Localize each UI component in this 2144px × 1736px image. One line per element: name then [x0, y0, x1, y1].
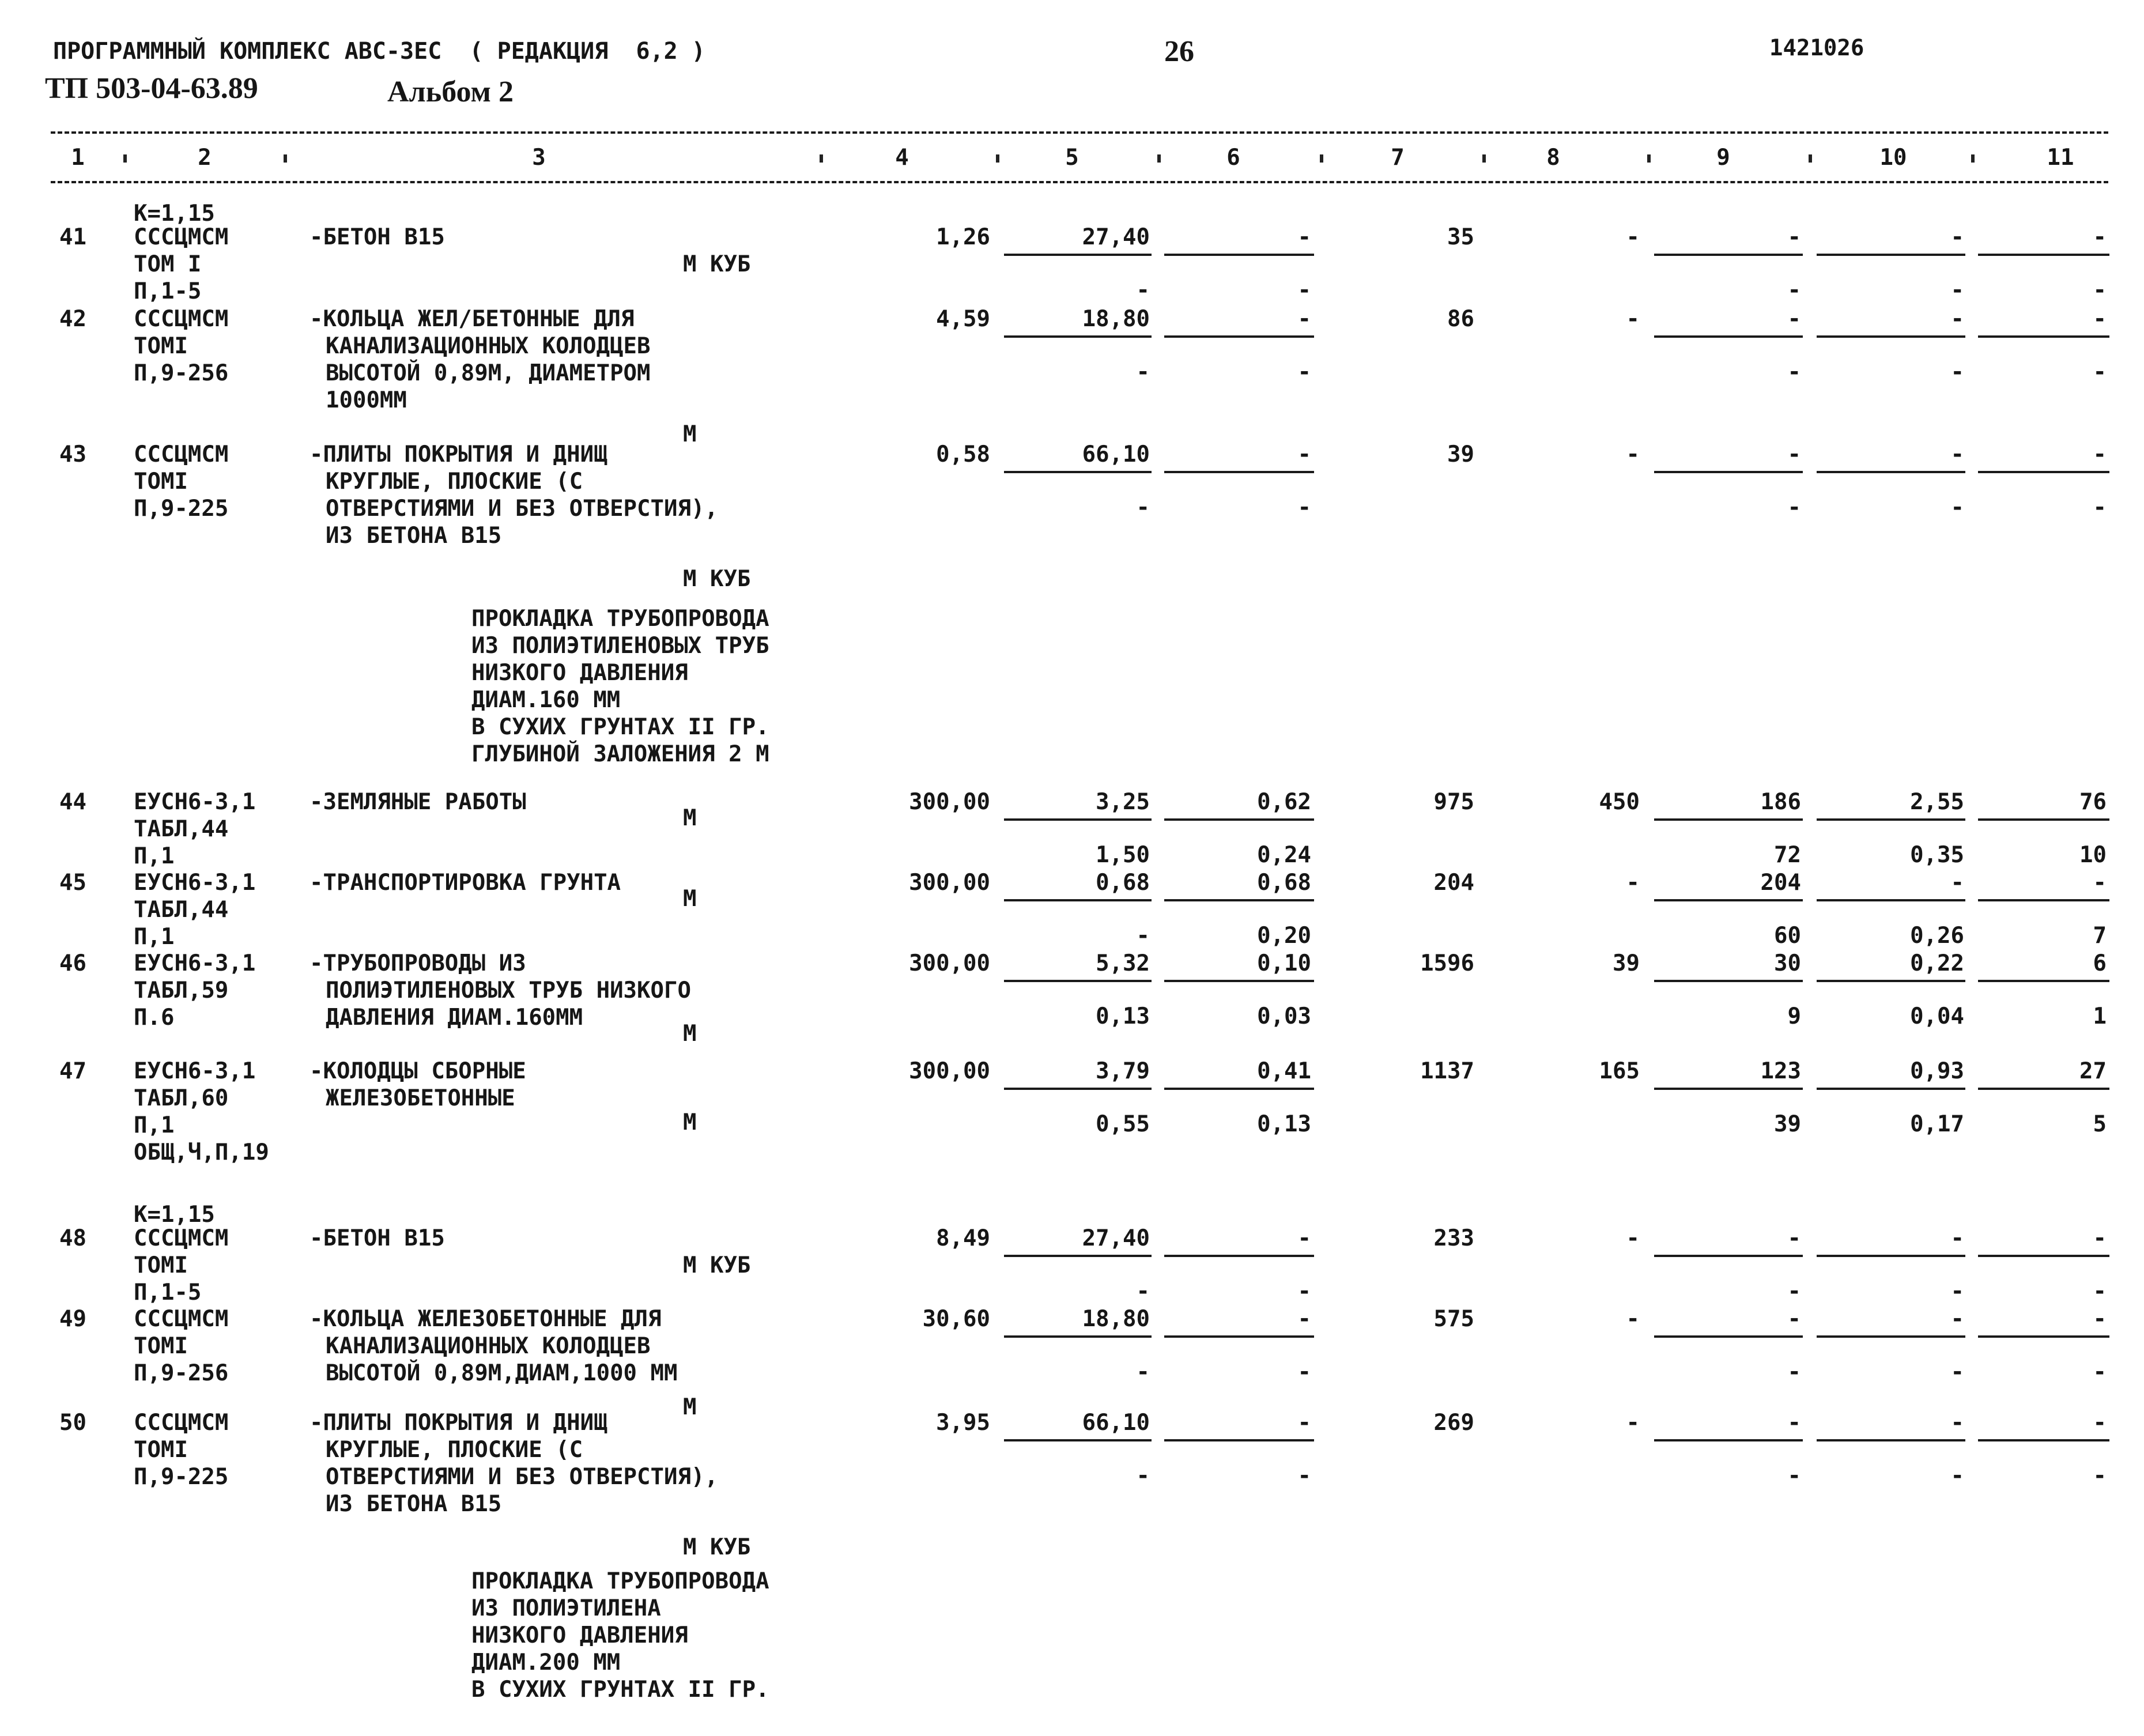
- total-wages: -: [1626, 870, 1640, 896]
- cost-divider-line: [1164, 818, 1314, 821]
- quantity-value: 300,00: [909, 789, 990, 815]
- total-machines: -: [1787, 1306, 1801, 1332]
- total-wages: -: [1626, 224, 1640, 250]
- total-machinist-wages: -: [1787, 495, 1801, 520]
- unit-wages-value: 0,13: [1096, 1003, 1150, 1029]
- unit-of-measure: М КУБ: [683, 251, 751, 277]
- col-header-10: 10: [1879, 145, 1907, 171]
- coefficient-note: К=1,15: [134, 201, 215, 227]
- labor-total: 10: [2079, 842, 2107, 868]
- section-heading: В СУХИХ ГРУНТАХ II ГР.: [471, 1677, 769, 1703]
- cost-divider-line: [1817, 818, 1965, 821]
- col-header-6: 6: [1226, 145, 1240, 171]
- cost-divider-line: [1004, 980, 1152, 982]
- section-heading: ПРОКЛАДКА ТРУБОПРОВОДА: [471, 606, 769, 632]
- col-header-9: 9: [1716, 145, 1730, 171]
- labor-machinists: -: [2093, 1306, 2107, 1332]
- row-number: 42: [59, 306, 86, 332]
- total-machinist-wages: 9: [1787, 1003, 1801, 1029]
- unit-cost-machines: -: [1297, 1306, 1311, 1332]
- labor-total: 7: [2093, 923, 2107, 949]
- total-machines: 186: [1760, 789, 1801, 815]
- total-cost: 1596: [1420, 950, 1474, 976]
- col-header-2: 2: [198, 145, 212, 171]
- col-separator: [1971, 154, 1975, 163]
- total-wages: -: [1626, 441, 1640, 467]
- labor-per-unit: -: [1950, 1463, 1964, 1489]
- labor-per-unit: 0,17: [1910, 1111, 1964, 1137]
- col-header-8: 8: [1546, 145, 1560, 171]
- cost-divider-line: [1978, 254, 2109, 256]
- cost-divider-line: [1654, 1335, 1803, 1338]
- labor-machinists: 27: [2079, 1058, 2107, 1084]
- cost-divider-line: [1004, 899, 1152, 901]
- norm-reference: П,9-256: [134, 360, 229, 386]
- total-wages: 39: [1613, 950, 1640, 976]
- cost-divider-line: [1654, 1255, 1803, 1257]
- row-number: 41: [59, 224, 86, 250]
- cost-divider-line: [1164, 254, 1314, 256]
- total-machinist-wages: -: [1787, 1463, 1801, 1489]
- unit-cost-machines: 0,41: [1257, 1058, 1311, 1084]
- program-title: ПРОГРАММНЫЙ КОМПЛЕКС АВС-3ЕС ( РЕДАКЦИЯ 6,2 ): [53, 38, 705, 65]
- total-cost: 86: [1447, 306, 1474, 332]
- labor-workers: -: [1950, 441, 1964, 467]
- unit-wages-value: -: [1136, 923, 1150, 949]
- col-separator: [1482, 154, 1486, 163]
- unit-of-measure: М КУБ: [683, 566, 751, 592]
- unit-cost-machines: -: [1297, 1410, 1311, 1436]
- cost-divider-line: [1978, 980, 2109, 982]
- labor-workers: 0,22: [1910, 950, 1964, 976]
- header-top-rule: [51, 131, 2108, 134]
- quantity-value: 4,59: [936, 306, 990, 332]
- album-label: Альбом 2: [387, 76, 514, 108]
- unit-machinist-wages: -: [1297, 1278, 1311, 1304]
- norm-reference: ТАБЛ,59: [134, 978, 229, 1003]
- total-wages: -: [1626, 306, 1640, 332]
- cost-divider-line: [1978, 1335, 2109, 1338]
- total-wages: -: [1626, 1225, 1640, 1251]
- cost-divider-line: [1654, 1088, 1803, 1090]
- unit-machinist-wages: -: [1297, 1359, 1311, 1385]
- unit-of-measure: М: [683, 1394, 697, 1420]
- labor-machinists: -: [2093, 1410, 2107, 1436]
- quantity-value: 300,00: [909, 950, 990, 976]
- cost-divider-line: [1164, 335, 1314, 338]
- cost-divider-line: [1654, 818, 1803, 821]
- norm-reference: П,1-5: [134, 1280, 202, 1305]
- total-cost: 233: [1433, 1225, 1474, 1251]
- norm-reference: П.6: [134, 1005, 175, 1031]
- cost-divider-line: [1978, 335, 2109, 338]
- labor-workers: -: [1950, 870, 1964, 896]
- unit-cost-total: 3,79: [1096, 1058, 1150, 1084]
- work-description: ДАВЛЕНИЯ ДИАМ.160ММ: [326, 1005, 583, 1031]
- unit-cost-total: 66,10: [1082, 441, 1150, 467]
- labor-machinists: -: [2093, 306, 2107, 332]
- work-description: -КОЛЬЦА ЖЕЛЕЗОБЕТОННЫЕ ДЛЯ: [309, 1306, 662, 1332]
- col-header-1: 1: [71, 145, 85, 171]
- section-heading: ГЛУБИНОЙ ЗАЛОЖЕНИЯ 2 М: [471, 741, 769, 767]
- labor-per-unit: -: [1950, 1359, 1964, 1385]
- header-bottom-rule: [51, 181, 2108, 183]
- cost-divider-line: [1004, 471, 1152, 473]
- total-cost: 39: [1447, 441, 1474, 467]
- col-header-3: 3: [532, 145, 546, 171]
- labor-total: -: [2093, 1278, 2107, 1304]
- total-machines: -: [1787, 1410, 1801, 1436]
- total-machinist-wages: 39: [1774, 1111, 1801, 1137]
- section-heading: ДИАМ.160 ММ: [471, 687, 621, 713]
- cost-divider-line: [1978, 818, 2109, 821]
- work-description: ВЫСОТОЙ 0,89М,ДИАМ,1000 ММ: [326, 1360, 678, 1386]
- col-separator: [996, 154, 999, 163]
- norm-reference: ТОМI: [134, 469, 188, 495]
- work-description: ВЫСОТОЙ 0,89М, ДИАМЕТРОМ: [326, 360, 651, 386]
- cost-divider-line: [1654, 899, 1803, 901]
- unit-of-measure: М: [683, 421, 697, 447]
- total-machines: 204: [1760, 870, 1801, 896]
- unit-wages-value: 0,55: [1096, 1111, 1150, 1137]
- cost-divider-line: [1978, 1439, 2109, 1441]
- total-cost: 575: [1433, 1306, 1474, 1332]
- cost-divider-line: [1164, 899, 1314, 901]
- col-header-5: 5: [1065, 145, 1079, 171]
- norm-reference: ТАБЛ,44: [134, 897, 229, 923]
- norm-reference: ЕУСН6-3,1: [134, 950, 256, 976]
- row-number: 46: [59, 950, 86, 976]
- total-cost: 975: [1433, 789, 1474, 815]
- unit-cost-machines: -: [1297, 306, 1311, 332]
- work-description: -ТРУБОПРОВОДЫ ИЗ: [309, 950, 526, 976]
- total-machines: 123: [1760, 1058, 1801, 1084]
- work-description: -БЕТОН В15: [309, 1225, 445, 1251]
- cost-divider-line: [1164, 471, 1314, 473]
- quantity-value: 300,00: [909, 870, 990, 896]
- labor-per-unit: 0,35: [1910, 842, 1964, 868]
- total-machines: -: [1787, 306, 1801, 332]
- section-heading: НИЗКОГО ДАВЛЕНИЯ: [471, 660, 688, 686]
- cost-divider-line: [1817, 980, 1965, 982]
- row-number: 47: [59, 1058, 86, 1084]
- cost-divider-line: [1978, 471, 2109, 473]
- col-header-4: 4: [895, 145, 909, 171]
- unit-cost-machines: -: [1297, 224, 1311, 250]
- cost-divider-line: [1164, 1088, 1314, 1090]
- labor-total: 1: [2093, 1003, 2107, 1029]
- unit-of-measure: М: [683, 1109, 697, 1136]
- norm-reference: ТАБЛ,44: [134, 816, 229, 842]
- unit-of-measure: М КУБ: [683, 1252, 751, 1278]
- total-wages: 450: [1599, 789, 1640, 815]
- work-description: ИЗ БЕТОНА В15: [326, 1491, 502, 1517]
- quantity-value: 300,00: [909, 1058, 990, 1084]
- section-heading: НИЗКОГО ДАВЛЕНИЯ: [471, 1622, 688, 1648]
- col-header-7: 7: [1391, 145, 1405, 171]
- unit-machinist-wages: -: [1297, 277, 1311, 303]
- unit-wages-value: -: [1136, 1359, 1150, 1385]
- row-number: 49: [59, 1306, 86, 1332]
- unit-cost-total: 5,32: [1096, 950, 1150, 976]
- norm-reference: ТОМ I: [134, 251, 202, 277]
- work-description: -КОЛЬЦА ЖЕЛ/БЕТОННЫЕ ДЛЯ: [309, 306, 635, 332]
- work-description: КАНАЛИЗАЦИОННЫХ КОЛОДЦЕВ: [326, 1333, 651, 1359]
- total-cost: 35: [1447, 224, 1474, 250]
- row-number: 43: [59, 441, 86, 467]
- labor-machinists: -: [2093, 1225, 2107, 1251]
- cost-divider-line: [1004, 1335, 1152, 1338]
- unit-cost-total: 0,68: [1096, 870, 1150, 896]
- cost-divider-line: [1654, 980, 1803, 982]
- unit-of-measure: М: [683, 805, 697, 832]
- norm-reference: ТОМI: [134, 1437, 188, 1463]
- total-wages: 165: [1599, 1058, 1640, 1084]
- labor-workers: -: [1950, 306, 1964, 332]
- norm-reference: СССЦМСМ: [134, 441, 229, 467]
- work-description: ЖЕЛЕЗОБЕТОННЫЕ: [326, 1085, 515, 1111]
- work-description: КРУГЛЫЕ, ПЛОСКИЕ (С: [326, 1437, 583, 1463]
- work-description: 1000ММ: [326, 387, 407, 413]
- total-machines: -: [1787, 224, 1801, 250]
- col-separator: [123, 154, 127, 163]
- labor-per-unit: -: [1950, 495, 1964, 520]
- total-machinist-wages: -: [1787, 277, 1801, 303]
- unit-machinist-wages: 0,03: [1257, 1003, 1311, 1029]
- labor-machinists: 76: [2079, 789, 2107, 815]
- row-number: 44: [59, 789, 86, 815]
- unit-wages-value: -: [1136, 277, 1150, 303]
- total-machines: 30: [1774, 950, 1801, 976]
- unit-cost-total: 66,10: [1082, 1410, 1150, 1436]
- labor-total: -: [2093, 495, 2107, 520]
- quantity-value: 1,26: [936, 224, 990, 250]
- quantity-value: 8,49: [936, 1225, 990, 1251]
- cost-divider-line: [1817, 1335, 1965, 1338]
- unit-wages-value: -: [1136, 495, 1150, 520]
- cost-divider-line: [1817, 1439, 1965, 1441]
- cost-divider-line: [1978, 899, 2109, 901]
- work-description: -ПЛИТЫ ПОКРЫТИЯ И ДНИЩ: [309, 1410, 607, 1436]
- work-description: -ТРАНСПОРТИРОВКА ГРУНТА: [309, 870, 621, 896]
- unit-cost-machines: -: [1297, 1225, 1311, 1251]
- work-description: КРУГЛЫЕ, ПЛОСКИЕ (С: [326, 469, 583, 495]
- work-description: КАНАЛИЗАЦИОННЫХ КОЛОДЦЕВ: [326, 333, 651, 359]
- norm-reference: СССЦМСМ: [134, 1410, 229, 1436]
- norm-reference: СССЦМСМ: [134, 1306, 229, 1332]
- unit-machinist-wages: 0,24: [1257, 842, 1311, 868]
- total-machines: -: [1787, 441, 1801, 467]
- work-description: -БЕТОН В15: [309, 224, 445, 250]
- norm-reference: ОБЩ,Ч,П,19: [134, 1139, 269, 1165]
- col-header-11: 11: [2047, 145, 2074, 171]
- work-description: -КОЛОДЦЫ СБОРНЫЕ: [309, 1058, 526, 1084]
- total-machinist-wages: 72: [1774, 842, 1801, 868]
- total-machinist-wages: -: [1787, 359, 1801, 385]
- norm-reference: ЕУСН6-3,1: [134, 789, 256, 815]
- cost-divider-line: [1654, 471, 1803, 473]
- labor-per-unit: 0,04: [1910, 1003, 1964, 1029]
- total-cost: 269: [1433, 1410, 1474, 1436]
- total-cost: 1137: [1420, 1058, 1474, 1084]
- norm-reference: ТОМI: [134, 1252, 188, 1278]
- total-cost: 204: [1433, 870, 1474, 896]
- labor-total: -: [2093, 277, 2107, 303]
- norm-reference: П,9-225: [134, 1464, 229, 1490]
- cost-divider-line: [1004, 254, 1152, 256]
- cost-divider-line: [1978, 1255, 2109, 1257]
- cost-divider-line: [1654, 1439, 1803, 1441]
- labor-workers: 2,55: [1910, 789, 1964, 815]
- col-separator: [1320, 154, 1323, 163]
- section-heading: ПРОКЛАДКА ТРУБОПРОВОДА: [471, 1568, 769, 1594]
- unit-wages-value: -: [1136, 359, 1150, 385]
- labor-per-unit: -: [1950, 1278, 1964, 1304]
- work-description: -ЗЕМЛЯНЫЕ РАБОТЫ: [309, 789, 526, 815]
- norm-reference: СССЦМСМ: [134, 1225, 229, 1251]
- labor-workers: -: [1950, 1306, 1964, 1332]
- unit-of-measure: М: [683, 1021, 697, 1047]
- unit-cost-machines: -: [1297, 441, 1311, 467]
- unit-of-measure: М: [683, 886, 697, 912]
- labor-workers: -: [1950, 224, 1964, 250]
- cost-divider-line: [1654, 335, 1803, 338]
- quantity-value: 0,58: [936, 441, 990, 467]
- cost-divider-line: [1164, 1335, 1314, 1338]
- norm-reference: П,9-225: [134, 496, 229, 522]
- cost-divider-line: [1817, 1255, 1965, 1257]
- unit-cost-total: 27,40: [1082, 224, 1150, 250]
- cost-divider-line: [1978, 1088, 2109, 1090]
- project-number: ТП 503-04-63.89: [45, 72, 258, 105]
- labor-machinists: 6: [2093, 950, 2107, 976]
- page-number: 26: [1164, 35, 1194, 68]
- labor-workers: -: [1950, 1225, 1964, 1251]
- norm-reference: ЕУСН6-3,1: [134, 870, 256, 896]
- unit-cost-total: 18,80: [1082, 306, 1150, 332]
- unit-cost-total: 27,40: [1082, 1225, 1150, 1251]
- cost-divider-line: [1004, 818, 1152, 821]
- coefficient-note: К=1,15: [134, 1202, 215, 1228]
- unit-machinist-wages: 0,13: [1257, 1111, 1311, 1137]
- row-number: 50: [59, 1410, 86, 1436]
- unit-machinist-wages: -: [1297, 359, 1311, 385]
- cost-divider-line: [1004, 1088, 1152, 1090]
- cost-divider-line: [1164, 1255, 1314, 1257]
- labor-total: 5: [2093, 1111, 2107, 1137]
- col-separator: [284, 154, 287, 163]
- cost-divider-line: [1004, 335, 1152, 338]
- labor-per-unit: 0,26: [1910, 923, 1964, 949]
- labor-workers: 0,93: [1910, 1058, 1964, 1084]
- col-separator: [1809, 154, 1812, 163]
- labor-workers: -: [1950, 1410, 1964, 1436]
- norm-reference: П,1: [134, 843, 175, 869]
- unit-cost-total: 18,80: [1082, 1306, 1150, 1332]
- norm-reference: П,1: [134, 1112, 175, 1138]
- section-heading: ИЗ ПОЛИЭТИЛЕНОВЫХ ТРУБ: [471, 633, 769, 659]
- norm-reference: П,1: [134, 924, 175, 950]
- total-machines: -: [1787, 1225, 1801, 1251]
- labor-total: -: [2093, 359, 2107, 385]
- labor-total: -: [2093, 1359, 2107, 1385]
- labor-per-unit: -: [1950, 359, 1964, 385]
- norm-reference: ЕУСН6-3,1: [134, 1058, 256, 1084]
- cost-divider-line: [1004, 1255, 1152, 1257]
- norm-reference: П,1-5: [134, 278, 202, 304]
- norm-reference: ТАБЛ,60: [134, 1085, 229, 1111]
- cost-divider-line: [1164, 1439, 1314, 1441]
- quantity-value: 3,95: [936, 1410, 990, 1436]
- cost-divider-line: [1817, 899, 1965, 901]
- work-description: ИЗ БЕТОНА В15: [326, 523, 502, 549]
- cost-divider-line: [1654, 254, 1803, 256]
- quantity-value: 30,60: [922, 1306, 990, 1332]
- labor-per-unit: -: [1950, 277, 1964, 303]
- labor-machinists: -: [2093, 224, 2107, 250]
- section-heading: ДИАМ.200 ММ: [471, 1650, 621, 1675]
- unit-machinist-wages: -: [1297, 495, 1311, 520]
- cost-divider-line: [1817, 1088, 1965, 1090]
- unit-machinist-wages: -: [1297, 1463, 1311, 1489]
- unit-cost-total: 3,25: [1096, 789, 1150, 815]
- total-wages: -: [1626, 1410, 1640, 1436]
- unit-cost-machines: 0,68: [1257, 870, 1311, 896]
- col-separator: [1157, 154, 1161, 163]
- total-machinist-wages: -: [1787, 1278, 1801, 1304]
- cost-divider-line: [1817, 254, 1965, 256]
- labor-machinists: -: [2093, 870, 2107, 896]
- work-description: ОТВЕРСТИЯМИ И БЕЗ ОТВЕРСТИЯ),: [326, 496, 718, 522]
- col-separator: [820, 154, 823, 163]
- work-description: ОТВЕРСТИЯМИ И БЕЗ ОТВЕРСТИЯ),: [326, 1464, 718, 1490]
- norm-reference: ТОМI: [134, 1333, 188, 1359]
- unit-wages-value: -: [1136, 1463, 1150, 1489]
- col-separator: [1647, 154, 1651, 163]
- total-machinist-wages: 60: [1774, 923, 1801, 949]
- cost-divider-line: [1164, 980, 1314, 982]
- row-number: 45: [59, 870, 86, 896]
- labor-total: -: [2093, 1463, 2107, 1489]
- cost-divider-line: [1004, 1439, 1152, 1441]
- document-code: 1421026: [1769, 35, 1864, 61]
- unit-machinist-wages: 0,20: [1257, 923, 1311, 949]
- unit-wages-value: 1,50: [1096, 842, 1150, 868]
- section-heading: ИЗ ПОЛИЭТИЛЕНА: [471, 1595, 661, 1621]
- norm-reference: ТОМI: [134, 333, 188, 359]
- norm-reference: СССЦМСМ: [134, 306, 229, 332]
- cost-divider-line: [1817, 471, 1965, 473]
- section-heading: В СУХИХ ГРУНТАХ II ГР.: [471, 714, 769, 740]
- unit-of-measure: М КУБ: [683, 1534, 751, 1561]
- unit-cost-machines: 0,62: [1257, 789, 1311, 815]
- labor-machinists: -: [2093, 441, 2107, 467]
- total-wages: -: [1626, 1306, 1640, 1332]
- norm-reference: СССЦМСМ: [134, 224, 229, 250]
- norm-reference: П,9-256: [134, 1360, 229, 1386]
- total-machinist-wages: -: [1787, 1359, 1801, 1385]
- cost-divider-line: [1817, 335, 1965, 338]
- work-description: -ПЛИТЫ ПОКРЫТИЯ И ДНИЩ: [309, 441, 607, 467]
- work-description: ПОЛИЭТИЛЕНОВЫХ ТРУБ НИЗКОГО: [326, 978, 691, 1003]
- unit-wages-value: -: [1136, 1278, 1150, 1304]
- unit-cost-machines: 0,10: [1257, 950, 1311, 976]
- row-number: 48: [59, 1225, 86, 1251]
